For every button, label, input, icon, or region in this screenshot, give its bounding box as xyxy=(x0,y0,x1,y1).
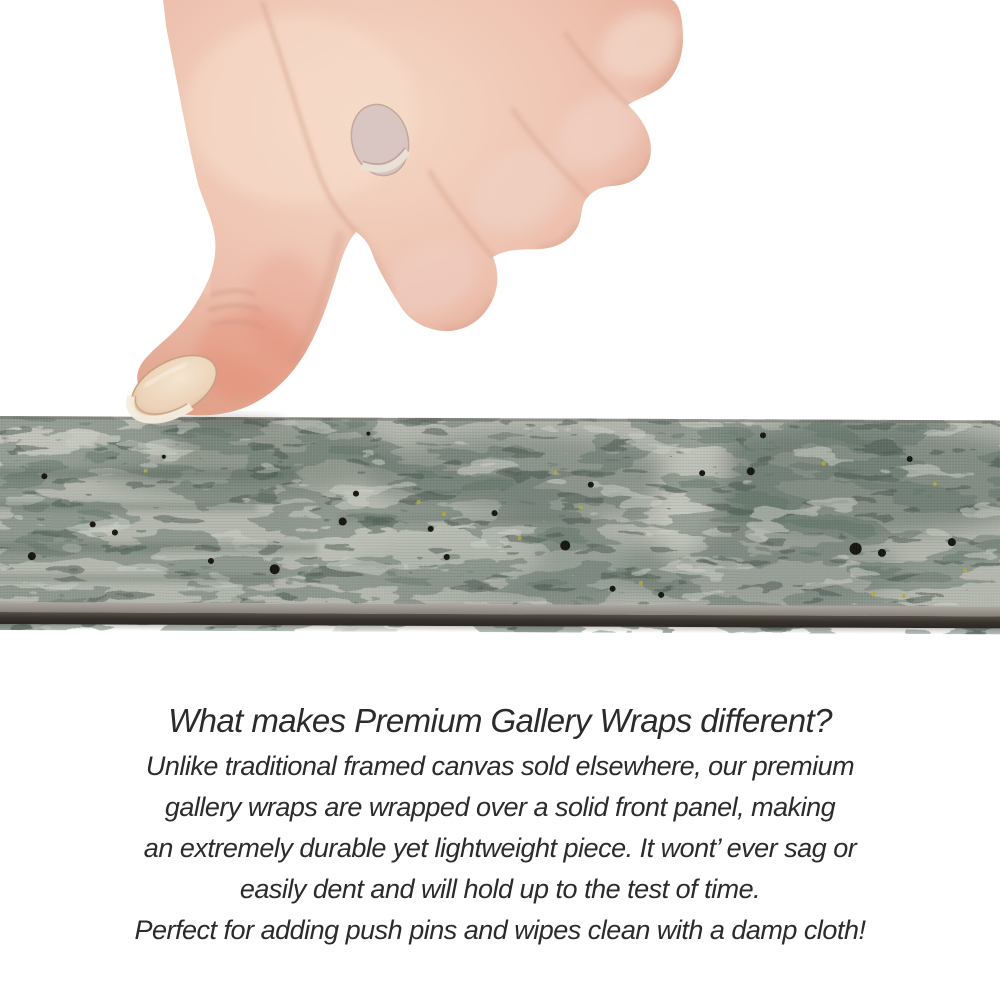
palm-crease xyxy=(262,2,356,231)
section-heading: What makes Premium Gallery Wraps different? xyxy=(168,702,832,739)
canvas-texture-strip xyxy=(0,416,1000,636)
canvas-texture xyxy=(0,416,1000,611)
hand-silhouette xyxy=(137,0,683,415)
info-section xyxy=(0,701,1000,951)
hand-shading xyxy=(150,0,692,415)
index-fingernail xyxy=(344,98,417,182)
canvas-strip-graphic xyxy=(0,416,1000,634)
canvas-panel-edge xyxy=(0,602,1000,634)
info-line-4: easily dent and will hold up to the test of time. xyxy=(239,874,761,904)
info-line-5: Perfect for adding push pins and wipes clean with a damp cloth! xyxy=(134,915,866,945)
info-line-1: Unlike traditional framed canvas sold elsewhere, our premium xyxy=(145,751,855,781)
info-line-3: an extremely durable yet lightweight piece. It wont’ ever sag or xyxy=(143,833,857,863)
info-line-2: gallery wraps are wrapped over a solid front panel, making xyxy=(164,792,836,822)
